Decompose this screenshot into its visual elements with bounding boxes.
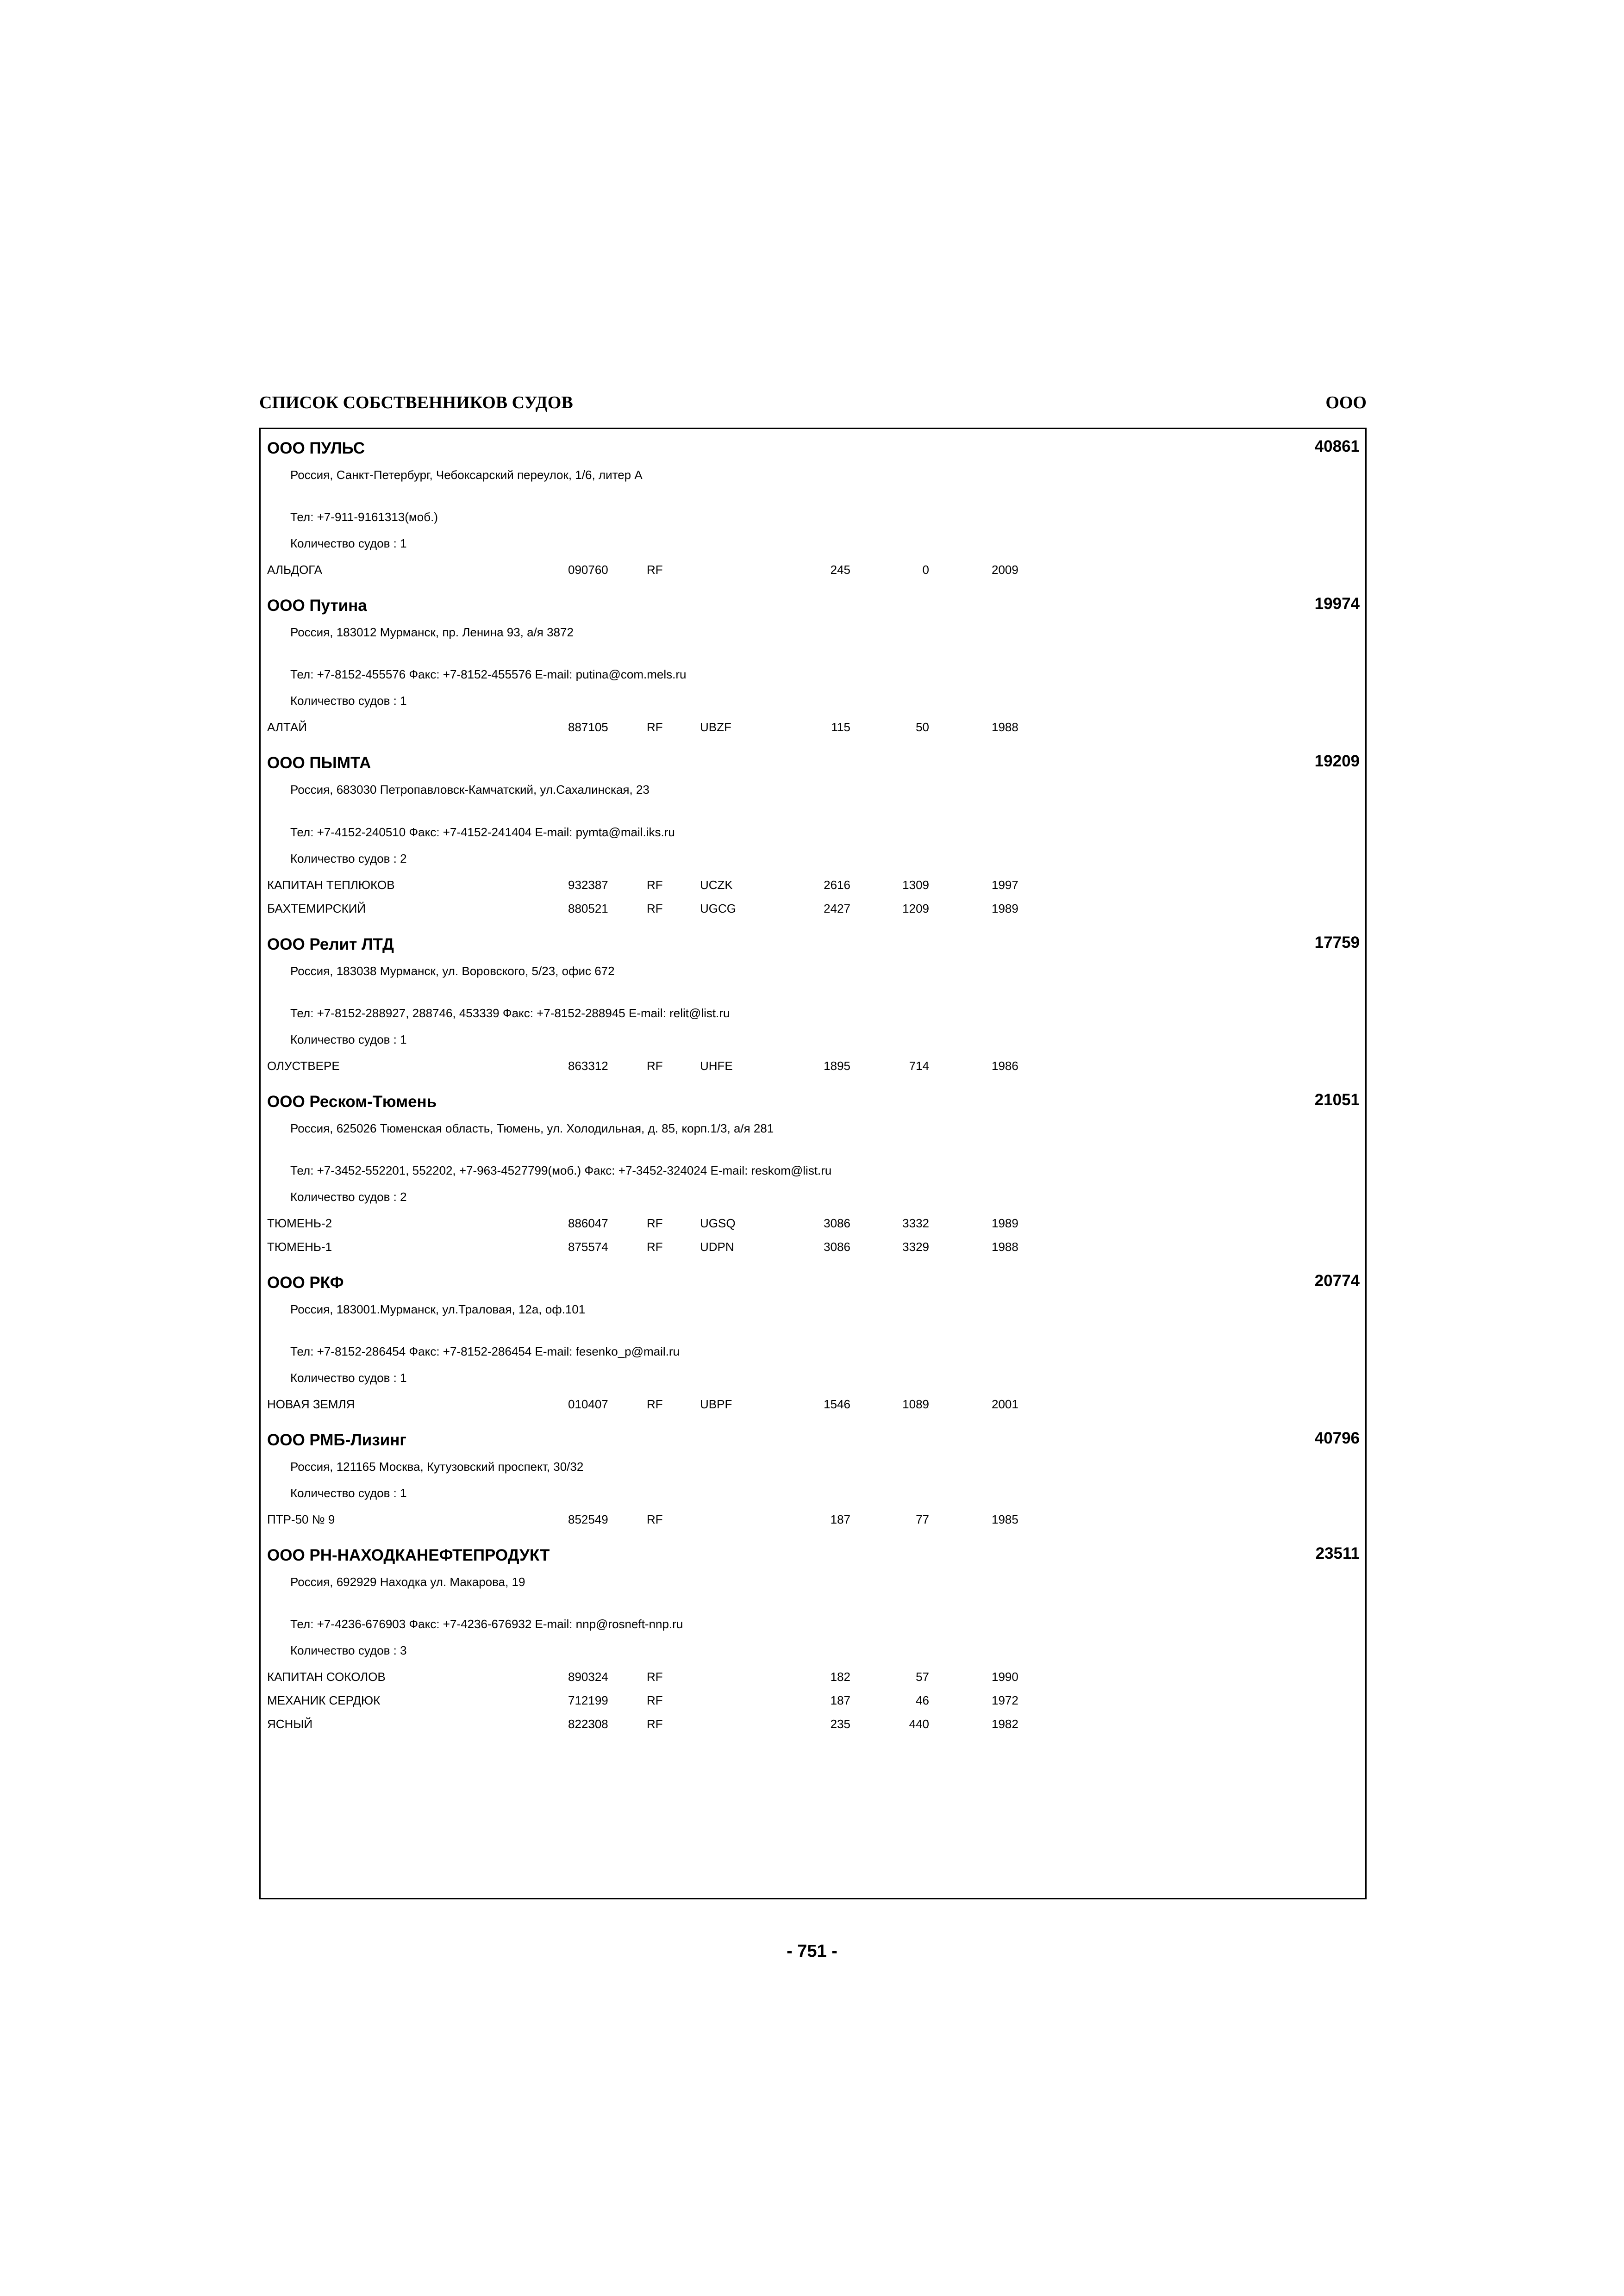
vessel-flag: RF — [647, 1216, 663, 1230]
vessel-net-tonnage: 0 — [922, 563, 929, 577]
vessel-gross-tonnage: 1546 — [824, 1397, 850, 1412]
vessel-callsign: UCZK — [700, 877, 733, 892]
vessel-net-tonnage: 3329 — [902, 1239, 929, 1254]
vessel-number: 887105 — [568, 720, 608, 734]
vessel-number: 010407 — [568, 1397, 608, 1412]
vessel-count: Количество судов : 1 — [290, 694, 407, 708]
vessel-gross-tonnage: 2616 — [824, 877, 850, 892]
vessel-name: НОВАЯ ЗЕМЛЯ — [267, 1397, 355, 1412]
vessel-gross-tonnage: 3086 — [824, 1216, 850, 1230]
vessel-number: 932387 — [568, 877, 608, 892]
vessel-callsign: UBPF — [700, 1397, 732, 1412]
vessel-year: 1986 — [992, 1058, 1018, 1073]
vessel-name: МЕХАНИК СЕРДЮК — [267, 1693, 381, 1708]
vessel-year: 2001 — [992, 1397, 1018, 1412]
vessel-name: ПТР-50 № 9 — [267, 1512, 335, 1527]
vessel-flag: RF — [647, 720, 663, 734]
vessel-net-tonnage: 50 — [916, 720, 929, 734]
vessel-name: ЯСНЫЙ — [267, 1717, 313, 1731]
vessel-callsign: UBZF — [700, 720, 731, 734]
vessel-count: Количество судов : 1 — [290, 536, 407, 551]
vessel-row — [267, 1240, 1100, 1254]
vessel-name: БАХТЕМИРСКИЙ — [267, 901, 366, 915]
vessel-name: ОЛУСТВЕРЕ — [267, 1058, 340, 1073]
vessel-gross-tonnage: 182 — [830, 1670, 850, 1684]
vessel-net-tonnage: 1209 — [902, 901, 929, 915]
vessel-row — [267, 720, 1100, 734]
vessel-year: 1972 — [992, 1693, 1018, 1708]
vessel-flag: RF — [647, 1397, 663, 1412]
owner-address: Россия, 183038 Мурманск, ул. Воровского, 5/23, офис 672 — [290, 964, 615, 978]
vessel-row — [267, 1059, 1100, 1073]
vessel-net-tonnage: 1089 — [902, 1397, 929, 1412]
vessel-net-tonnage: 714 — [909, 1058, 929, 1073]
vessel-count: Количество судов : 1 — [290, 1371, 407, 1385]
vessel-callsign: UGCG — [700, 901, 736, 915]
owner-id: 40796 — [1314, 1429, 1360, 1448]
vessel-number: 875574 — [568, 1239, 608, 1254]
owner-name: ООО РМБ-Лизинг — [267, 1431, 406, 1450]
vessel-flag: RF — [647, 1670, 663, 1684]
owner-address: Россия, 183012 Мурманск, пр. Ленина 93, а/я 3872 — [290, 625, 574, 640]
vessel-gross-tonnage: 115 — [831, 720, 850, 734]
vessel-flag: RF — [647, 1058, 663, 1073]
vessel-row — [267, 1397, 1100, 1411]
vessel-count: Количество судов : 1 — [290, 1486, 407, 1500]
vessel-net-tonnage: 440 — [909, 1717, 929, 1731]
vessel-name: КАПИТАН СОКОЛОВ — [267, 1670, 386, 1684]
vessel-callsign: UDPN — [700, 1239, 734, 1254]
page-number: - 751 - — [787, 1941, 837, 1961]
vessel-flag: RF — [647, 1717, 663, 1731]
section-label: ООО — [1325, 393, 1367, 412]
vessel-net-tonnage: 3332 — [902, 1216, 929, 1230]
vessel-year: 1989 — [992, 1216, 1018, 1230]
vessel-flag: RF — [647, 901, 663, 915]
owner-id: 40861 — [1314, 437, 1360, 455]
vessel-number: 712199 — [568, 1693, 608, 1708]
vessel-count: Количество судов : 2 — [290, 851, 407, 865]
vessel-year: 1997 — [992, 877, 1018, 892]
owner-id: 19209 — [1314, 752, 1360, 771]
vessel-count: Количество судов : 3 — [290, 1643, 407, 1658]
owner-address: Россия, Санкт-Петербург, Чебоксарский переулок, 1/6, литер А — [290, 468, 643, 482]
vessel-number: 822308 — [568, 1717, 608, 1731]
owner-name: ООО Релит ЛТД — [267, 935, 394, 953]
vessel-gross-tonnage: 187 — [830, 1693, 850, 1708]
owner-id: 20774 — [1314, 1272, 1360, 1290]
vessel-number: 863312 — [568, 1058, 608, 1073]
vessel-row — [267, 1670, 1100, 1684]
owner-id: 21051 — [1314, 1090, 1360, 1109]
owner-name: ООО ПУЛЬС — [267, 439, 365, 457]
vessel-name: КАПИТАН ТЕПЛЮКОВ — [267, 877, 395, 892]
vessel-year: 1990 — [992, 1670, 1018, 1684]
vessel-callsign: UHFE — [700, 1058, 733, 1073]
owner-address: Россия, 121165 Москва, Кутузовский проспект, 30/32 — [290, 1460, 584, 1474]
vessel-row — [267, 563, 1100, 577]
vessel-gross-tonnage: 3086 — [824, 1239, 850, 1254]
owner-address: Россия, 692929 Находка ул. Макарова, 19 — [290, 1575, 525, 1589]
vessel-flag: RF — [647, 563, 663, 577]
owner-contacts: Тел: +7-3452-552201, 552202, +7-963-4527799(моб.) Факс: +7-3452-324024 E-mail: reskom@list.ru — [290, 1163, 832, 1177]
vessel-count: Количество судов : 2 — [290, 1189, 407, 1204]
vessel-gross-tonnage: 1895 — [824, 1058, 850, 1073]
vessel-year: 1982 — [992, 1717, 1018, 1731]
vessel-count: Количество судов : 1 — [290, 1032, 407, 1046]
vessel-flag: RF — [647, 1693, 663, 1708]
vessel-net-tonnage: 77 — [916, 1512, 929, 1527]
vessel-net-tonnage: 1309 — [902, 877, 929, 892]
owner-contacts: Тел: +7-4236-676903 Факс: +7-4236-676932 E-mail: nnp@rosneft-nnp.ru — [290, 1617, 683, 1631]
vessel-number: 880521 — [568, 901, 608, 915]
vessel-row — [267, 902, 1100, 915]
vessel-flag: RF — [647, 877, 663, 892]
vessel-row — [267, 878, 1100, 892]
owner-contacts: Тел: +7-8152-288927, 288746, 453339 Факс: +7-8152-288945 E-mail: relit@list.ru — [290, 1006, 730, 1020]
vessel-gross-tonnage: 2427 — [824, 901, 850, 915]
vessel-gross-tonnage: 235 — [830, 1717, 850, 1731]
vessel-year: 1985 — [992, 1512, 1018, 1527]
vessel-flag: RF — [647, 1239, 663, 1254]
vessel-number: 090760 — [568, 563, 608, 577]
vessel-year: 1989 — [992, 901, 1018, 915]
vessel-net-tonnage: 57 — [916, 1670, 929, 1684]
owner-name: ООО ПЫМТА — [267, 754, 371, 772]
vessel-year: 2009 — [992, 563, 1018, 577]
vessel-gross-tonnage: 245 — [830, 563, 850, 577]
vessel-name: ТЮМЕНЬ-2 — [267, 1216, 332, 1230]
owner-address: Россия, 183001.Мурманск, ул.Траловая, 12а, оф.101 — [290, 1302, 586, 1316]
vessel-name: АЛТАЙ — [267, 720, 307, 734]
page-header — [259, 392, 1367, 420]
owner-id: 23511 — [1315, 1544, 1360, 1563]
owner-name: ООО Путина — [267, 597, 367, 615]
owners-list — [259, 428, 1367, 1899]
vessel-row — [267, 1717, 1100, 1731]
vessel-row — [267, 1512, 1100, 1526]
vessel-number: 890324 — [568, 1670, 608, 1684]
owner-contacts: Тел: +7-4152-240510 Факс: +7-4152-241404 E-mail: pymta@mail.iks.ru — [290, 825, 675, 839]
vessel-net-tonnage: 46 — [916, 1693, 929, 1708]
owner-address: Россия, 625026 Тюменская область, Тюмень, ул. Холодильная, д. 85, корп.1/3, а/я 281 — [290, 1121, 774, 1135]
vessel-row — [267, 1693, 1100, 1707]
owner-contacts: Тел: +7-911-9161313(моб.) — [290, 510, 438, 524]
owner-address: Россия, 683030 Петропавловск-Камчатский, ул.Сахалинская, 23 — [290, 783, 650, 797]
owner-name: ООО РКФ — [267, 1274, 344, 1292]
owner-name: ООО Реском-Тюмень — [267, 1092, 437, 1111]
vessel-gross-tonnage: 187 — [830, 1512, 850, 1527]
vessel-number: 886047 — [568, 1216, 608, 1230]
vessel-callsign: UGSQ — [700, 1216, 736, 1230]
owner-contacts: Тел: +7-8152-286454 Факс: +7-8152-286454 E-mail: fesenko_p@mail.ru — [290, 1344, 680, 1359]
vessel-number: 852549 — [568, 1512, 608, 1527]
page-title: СПИСОК СОБСТВЕННИКОВ СУДОВ — [259, 393, 573, 412]
owner-name: ООО РН-НАХОДКАНЕФТЕПРОДУКТ — [267, 1546, 550, 1565]
owner-id: 17759 — [1314, 933, 1360, 952]
owner-contacts: Тел: +7-8152-455576 Факс: +7-8152-455576 E-mail: putina@com.mels.ru — [290, 667, 687, 682]
vessel-year: 1988 — [992, 1239, 1018, 1254]
vessel-flag: RF — [647, 1512, 663, 1527]
owner-id: 19974 — [1314, 595, 1360, 613]
vessel-row — [267, 1216, 1100, 1230]
vessel-name: ТЮМЕНЬ-1 — [267, 1239, 332, 1254]
vessel-name: АЛЬДОГА — [267, 563, 322, 577]
vessel-year: 1988 — [992, 720, 1018, 734]
